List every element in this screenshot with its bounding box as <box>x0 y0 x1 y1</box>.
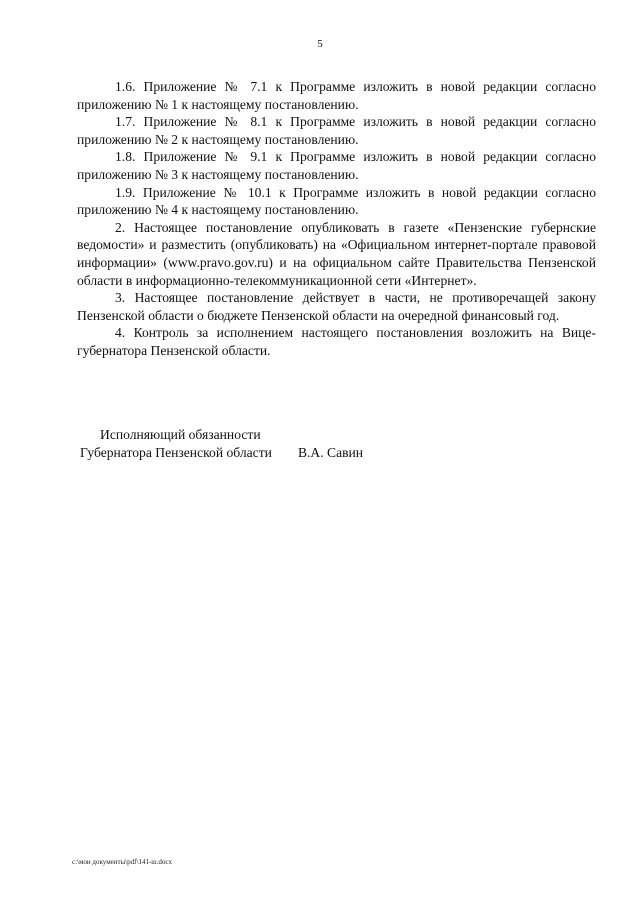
file-path-footer: c:\мои документы\pdf\141-ш.docx <box>72 858 173 866</box>
paragraph-4: 4. Контроль за исполнением настоящего постановления возложить на Вице-губернатора Пензенской области. <box>77 325 596 358</box>
signatory-name: В.А. Савин <box>297 445 364 460</box>
signatory-title-row <box>80 444 500 462</box>
paragraph-2: 2. Настоящее постановление опубликовать в газете «Пензенские губернские ведомости» и разместить (опубликовать) на «Официальном интернет-портале правовой информации» (www.pravo.gov.ru) и на официальном сайте Правительства Пензенской области в информационно-телекоммуникационной сети «Интернет». <box>77 219 596 288</box>
page-number: 5 <box>317 38 323 50</box>
paragraph-1-6: 1.6. Приложение № 7.1 к Программе изложить в новой редакции согласно приложению № 1 к настоящему постановлению. <box>77 79 596 112</box>
paragraph-1-9: 1.9. Приложение № 10.1 к Программе изложить в новой редакции согласно приложению № 4 к настоящему постановлению. <box>77 184 596 218</box>
paragraph-1-7: 1.7. Приложение № 8.1 к Программе изложить в новой редакции согласно приложению № 2 к настоящему постановлению. <box>77 114 596 147</box>
signatory-title-line2: Губернатора Пензенской области <box>80 445 272 460</box>
document-body <box>77 78 596 360</box>
paragraph-3: 3. Настоящее постановление действует в части, не противоречащей закону Пензенской области о бюджете Пензенской области на очередной финансовый год. <box>77 290 596 323</box>
paragraph-1-8: 1.8. Приложение № 9.1 к Программе изложить в новой редакции согласно приложению № 3 к настоящему постановлению. <box>77 149 596 182</box>
signature-block <box>80 426 500 462</box>
signatory-title-line1: Исполняющий обязанности <box>100 427 261 442</box>
